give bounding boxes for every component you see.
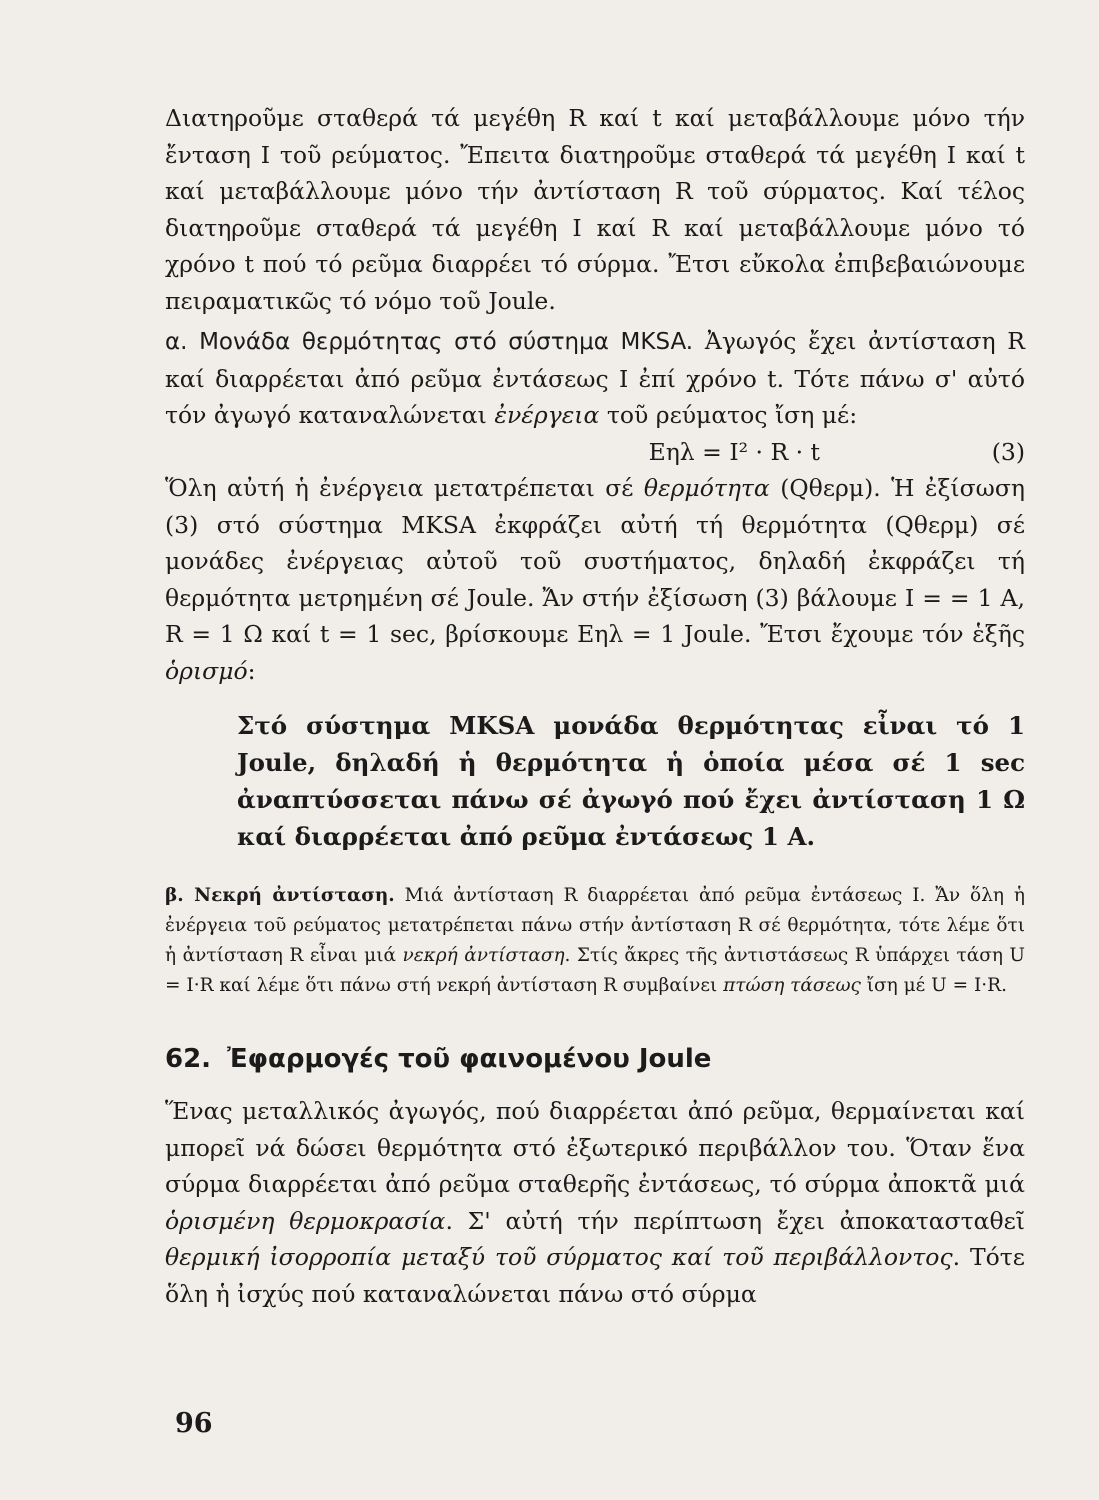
page-number: 96	[175, 1408, 213, 1439]
page-body	[165, 100, 1025, 1312]
paragraph-energy-colon: :	[247, 656, 256, 685]
paragraph-energy-text-2: (Qθερμ). Ἡ ἐξίσωση (3) στό σύστημα MKSA ἐκφράζει αὐτή τή θερμότητα (Qθερμ) σέ μονάδες ἐνέργειας αὐτοῦ τοῦ συστήματος, δηλαδή ἐκφράζει τή θερμότητα μετρημένη σέ Joule. Ἄν στήν ἐξίσωση (3) βάλουμε I = = 1 A, R = 1 Ω καί t = 1 sec, βρίσκουμε Eηλ = 1 Joule. Ἔτσι ἔχουμε τόν ἑξῆς	[165, 474, 1025, 648]
paragraph-intro	[165, 100, 1025, 319]
paragraph-energy-italic: θερμότητα	[643, 474, 770, 502]
note-dead-resistance	[165, 881, 1025, 1001]
section-62-title: Ἐφαρμογές τοῦ φαινομένου Joule	[227, 1044, 712, 1074]
note-label: β. Νεκρή ἀντίσταση.	[165, 885, 395, 906]
equation-3	[165, 434, 1025, 471]
section-a-paragraph	[165, 323, 1025, 434]
paragraph-intro-text: Διατηροῦμε σταθερά τά μεγέθη R καί t καί μεταβάλλουμε μόνο τήν ἔνταση I τοῦ ρεύματος. Ἔπειτα διατηροῦμε σταθερά τά μεγέθη I καί t καί μεταβάλλουμε μόνο τήν ἀντίσταση R τοῦ σύρματος. Καί τέλος διατηροῦμε σταθερά τά μεγέθη I καί R καί μεταβάλλουμε μόνο τό χρόνο t πού τό ρεῦμα διαρρέει τό σύρμα. Ἔτσι εὔκολα ἐπιβεβαιώνουμε πειραματικῶς τό νόμο τοῦ Joule.	[165, 104, 1025, 315]
section-a-heading: α. Μονάδα θερμότητας στό σύστημα MKSA.	[165, 329, 694, 355]
equation-3-formula: Eηλ = I² · R · t	[648, 437, 820, 466]
paragraph-energy-text: Ὅλη αὐτή ἡ ἐνέργεια μετατρέπεται σέ	[165, 474, 634, 502]
note-italic-2: πτώση τάσεως	[723, 975, 861, 996]
paragraph-applications-text-2: . Σ' αὐτή τήν περίπτωση ἔχει ἀποκατασταθεῖ	[445, 1206, 1026, 1235]
note-text-3: ἴση μέ U = I·R.	[860, 975, 1007, 996]
paragraph-applications-text-3: . Τότε ὅλη ἡ ἰσχύς πού καταναλώνεται πάνω στό σύρμα	[165, 1243, 1025, 1308]
section-62-number: 62.	[165, 1044, 212, 1074]
note-text-2: . Στίς ἄκρες τῆς ἀντιστάσεως R ὑπάρχει τάση U = I·R καί λέμε ὅτι πάνω στή νεκρή ἀντίσταση R συμβαίνει	[165, 945, 1026, 996]
note-italic: νεκρή ἀντίσταση	[402, 945, 565, 966]
equation-3-number: (3)	[991, 437, 1025, 466]
section-a-text: Ἀγωγός ἔχει ἀντίσταση R καί διαρρέεται ἀπό ρεῦμα ἐντάσεως I ἐπί χρόνο t. Τότε πάνω σ' αὐτό τόν ἀγωγό καταναλώνεται	[165, 327, 1026, 429]
section-a-italic: ἐνέργεια	[494, 401, 600, 429]
section-62-heading	[165, 1039, 1025, 1079]
paragraph-applications	[165, 1093, 1025, 1312]
definition-block: Στό σύστημα MKSA μονάδα θερμότητας εἶναι τό 1 Joule, δηλαδή ἡ θερμότητα ἡ ὁποία μέσα σέ 1 sec ἀναπτύσσεται πάνω σέ ἀγωγό πού ἔχει ἀντίσταση 1 Ω καί διαρρέεται ἀπό ρεῦμα ἐντάσεως 1 A.	[237, 711, 1025, 851]
paragraph-applications-italic: ὁρισμένη θερμοκρασία	[165, 1206, 446, 1235]
note-text: Μιά ἀντίσταση R διαρρέεται ἀπό ρεῦμα ἐντάσεως I. Ἄν ὅλη ἡ ἐνέργεια τοῦ ρεύματος μετατρέπεται πάνω στήν ἀντίσταση R σέ θερμότητα, τότε λέμε ὅτι ἡ ἀντίσταση R εἶναι μιά	[165, 885, 1025, 966]
paragraph-energy	[165, 470, 1025, 689]
paragraph-applications-text: Ἕνας μεταλλικός ἀγωγός, πού διαρρέεται ἀπό ρεῦμα, θερμαίνεται καί μπορεῖ νά δώσει θερμότητα στό ἐξωτερικό περιβάλλον του. Ὅταν ἕνα σύρμα διαρρέεται ἀπό ρεῦμα σταθερῆς ἐντάσεως, τό σύρμα ἀποκτᾶ μιά	[165, 1097, 1025, 1198]
paragraph-applications-italic-2: θερμική ἰσορροπία μεταξύ τοῦ σύρματος καί τοῦ περιβάλλοντος	[165, 1243, 953, 1271]
paragraph-energy-italic-2: ὁρισμό	[165, 656, 248, 685]
section-a-text-end: τοῦ ρεύματος ἴση μέ:	[599, 401, 858, 429]
